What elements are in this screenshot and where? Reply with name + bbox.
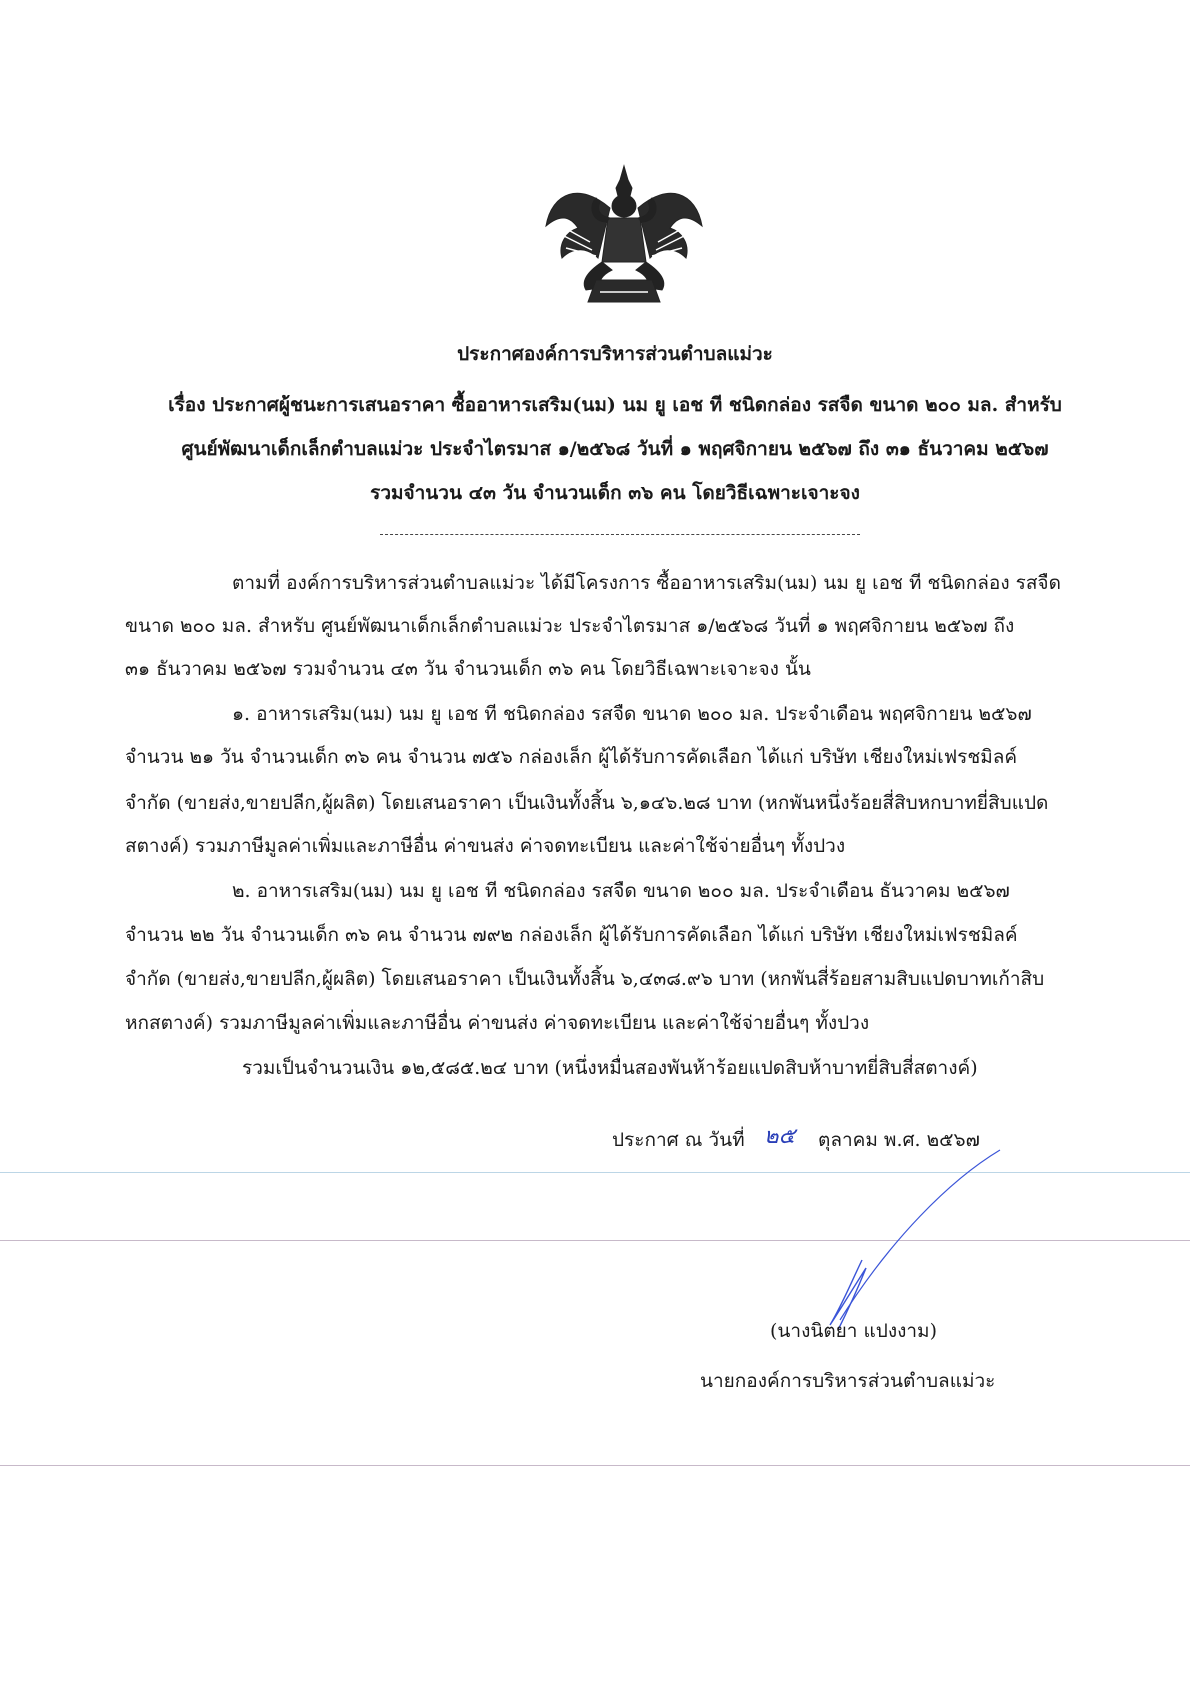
item1-line-2: จำนวน ๒๑ วัน จำนวนเด็ก ๓๖ คน จำนวน ๗๕๖ กล่องเล็ก ผู้ได้รับการคัดเลือก ได้แก่ บริษัท เชียงใหม่เฟรชมิลค์ <box>125 746 1018 768</box>
item1-line-3: จำกัด (ขายส่ง,ขายปลีก,ผู้ผลิต) โดยเสนอราคา เป็นเงินทั้งสิ้น ๖,๑๔๖.๒๘ บาท (หกพันหนึ่งร้อยสี่สิบหกบาทยี่สิบแปด <box>125 792 1049 814</box>
item2-line-4: หกสตางค์) รวมภาษีมูลค่าเพิ่มและภาษีอื่น ค่าขนส่ง ค่าจดทะเบียน และค่าใช้จ่ายอื่นๆ ทั้งปวง <box>125 1012 870 1034</box>
signatory-name: (นางนิตยา แปงงาม) <box>770 1320 937 1342</box>
divider-dashes <box>380 534 860 535</box>
item2-line-3: จำกัด (ขายส่ง,ขายปลีก,ผู้ผลิต) โดยเสนอราคา เป็นเงินทั้งสิ้น ๖,๔๓๘.๙๖ บาท (หกพันสี่ร้อยสามสิบแปดบาทเก้าสิบ <box>125 968 1045 990</box>
signatory-position: นายกองค์การบริหารส่วนตำบลแม่วะ <box>700 1370 996 1392</box>
scan-line-mauve-2 <box>0 1465 1190 1466</box>
intro-line-1: ตามที่ องค์การบริหารส่วนตำบลแม่วะ ได้มีโครงการ ซื้ออาหารเสริม(นม) นม ยู เอช ที ชนิดกล่อง รสจืด <box>232 572 1061 594</box>
item2-line-1: ๒. อาหารเสริม(นม) นม ยู เอช ที ชนิดกล่อง รสจืด ขนาด ๒๐๐ มล. ประจำเดือน ธันวาคม ๒๕๖๗ <box>232 880 1010 902</box>
notice-subject-line-2: ศูนย์พัฒนาเด็กเล็กตำบลแม่วะ ประจำไตรมาส ๑/๒๕๖๘ วันที่ ๑ พฤศจิกายน ๒๕๖๗ ถึง ๓๑ ธันวาคม ๒๕๖๗ <box>181 438 1049 460</box>
announcement-day-handwritten: ๒๕ <box>764 1124 796 1149</box>
item1-line-4: สตางค์) รวมภาษีมูลค่าเพิ่มและภาษีอื่น ค่าขนส่ง ค่าจดทะเบียน และค่าใช้จ่ายอื่นๆ ทั้งปวง <box>125 835 846 857</box>
item1-line-1: ๑. อาหารเสริม(นม) นม ยู เอช ที ชนิดกล่อง รสจืด ขนาด ๒๐๐ มล. ประจำเดือน พฤศจิกายน ๒๕๖๗ <box>232 703 1032 725</box>
notice-title: ประกาศองค์การบริหารส่วนตำบลแม่วะ <box>457 343 773 365</box>
notice-subject-line-3: รวมจำนวน ๔๓ วัน จำนวนเด็ก ๓๖ คน โดยวิธีเฉพาะเจาะจง <box>370 482 860 504</box>
item2-line-2: จำนวน ๒๒ วัน จำนวนเด็ก ๓๖ คน จำนวน ๗๙๒ กล่องเล็ก ผู้ได้รับการคัดเลือก ได้แก่ บริษัท เชียงใหม่เฟรชมิลค์ <box>125 924 1018 946</box>
intro-line-2: ขนาด ๒๐๐ มล. สำหรับ ศูนย์พัฒนาเด็กเล็กตำบลแม่วะ ประจำไตรมาส ๑/๒๕๖๘ วันที่ ๑ พฤศจิกายน ๒๕๖๗ ถึง <box>125 615 1015 637</box>
garuda-emblem-icon <box>540 162 708 310</box>
announcement-date-prefix: ประกาศ ณ วันที่ <box>612 1129 745 1151</box>
intro-line-3: ๓๑ ธันวาคม ๒๕๖๗ รวมจำนวน ๔๓ วัน จำนวนเด็ก ๓๖ คน โดยวิธีเฉพาะเจาะจง นั้น <box>125 658 811 680</box>
total-amount: รวมเป็นจำนวนเงิน ๑๒,๕๘๕.๒๔ บาท (หนึ่งหมื่นสองพันห้าร้อยแปดสิบห้าบาทยี่สิบสี่สตางค์) <box>242 1057 978 1079</box>
announcement-date-suffix: ตุลาคม พ.ศ. ๒๕๖๗ <box>818 1129 980 1151</box>
signature-stroke-icon <box>680 1120 1020 1340</box>
notice-subject-line-1: เรื่อง ประกาศผู้ชนะการเสนอราคา ซื้ออาหารเสริม(นม) นม ยู เอช ที ชนิดกล่อง รสจืด ขนาด ๒๐๐ มล. สำหรับ <box>168 394 1062 416</box>
